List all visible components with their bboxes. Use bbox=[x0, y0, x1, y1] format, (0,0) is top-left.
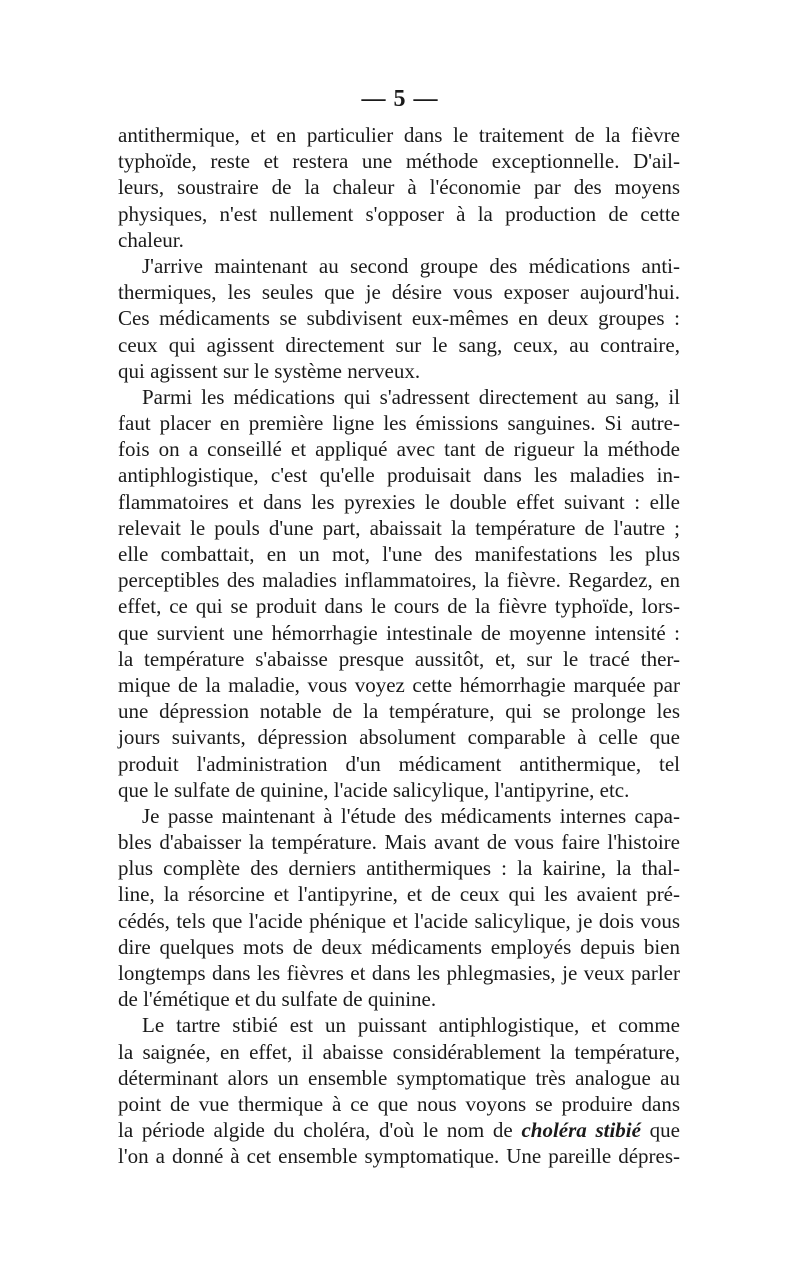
text-line bbox=[118, 698, 680, 724]
text-line-content: leurs, soustraire de la chaleur à l'économie par des moyens bbox=[118, 175, 680, 200]
body-text bbox=[118, 122, 680, 1170]
text-line bbox=[118, 174, 680, 200]
text-line bbox=[118, 122, 680, 148]
text-line-content: physiques, n'est nullement s'opposer à la production de cette bbox=[118, 201, 680, 226]
text-line bbox=[118, 908, 680, 934]
text-line bbox=[118, 1012, 680, 1038]
text-line-content: antiphlogistique, c'est qu'elle produisait dans les maladies in- bbox=[118, 463, 680, 488]
text-line-content: longtemps dans les fièvres et dans les phlegmasies, je veux parler bbox=[118, 961, 680, 985]
text-line bbox=[118, 986, 680, 1012]
text-line-content: Le tartre stibié est un puissant antiphlogistique, et comme bbox=[142, 1013, 680, 1038]
text-line-content: elle combattait, en un mot, l'une des manifestations les plus bbox=[118, 542, 680, 566]
text-line-content: la période algide du choléra, d'où le nom de bbox=[118, 1118, 522, 1143]
page-number: — 5 — bbox=[361, 86, 439, 112]
text-line bbox=[118, 934, 680, 960]
text-line-content: faut placer en première ligne les émissions sanguines. Si autre- bbox=[118, 411, 680, 436]
text-line-content: chaleur. bbox=[118, 227, 184, 252]
text-line bbox=[118, 960, 680, 986]
text-line-content: thermiques, les seules que je désire vous exposer aujourd'hui. bbox=[118, 280, 680, 305]
text-line-content: Je passe maintenant à l'étude des médicaments internes capa- bbox=[142, 803, 680, 828]
text-line-content: point de vue thermique à ce que nous voyons se produire dans bbox=[118, 1091, 680, 1116]
text-line-content: effet, ce qui se produit dans le cours de la fièvre typhoïde, lors- bbox=[118, 594, 680, 619]
text-line bbox=[118, 462, 680, 488]
text-line-content: déterminant alors un ensemble symptomatique très analogue au bbox=[118, 1065, 680, 1090]
text-line-content: que le sulfate de quinine, l'acide salicylique, l'antipyrine, etc. bbox=[118, 777, 630, 802]
text-line-content: cédés, tels que l'acide phénique et l'acide salicylique, je dois vous bbox=[118, 908, 680, 933]
text-line-content: fois on a conseillé et appliqué avec tant de rigueur la méthode bbox=[118, 437, 680, 462]
text-line bbox=[118, 751, 680, 777]
text-line-content: ceux qui agissent directement sur le sang, ceux, au contraire, bbox=[118, 332, 680, 357]
text-line-content: jours suivants, dépression absolument comparable à celle que bbox=[118, 725, 680, 750]
text-line bbox=[118, 881, 680, 907]
text-line bbox=[118, 593, 680, 619]
text-line bbox=[118, 1065, 680, 1091]
text-line-content: Ces médicaments se subdivisent eux-mêmes en deux groupes : bbox=[118, 306, 680, 331]
text-line bbox=[118, 1039, 680, 1065]
text-line bbox=[118, 567, 680, 593]
text-line-content: dire quelques mots de deux médicaments employés depuis bien bbox=[118, 934, 680, 959]
text-line bbox=[118, 855, 680, 881]
text-line-content: plus complète des derniers antithermiques : la kairine, la thal- bbox=[118, 856, 680, 881]
text-line-content: mique de la maladie, vous voyez cette hémorrhagie marquée par bbox=[118, 672, 680, 697]
text-line bbox=[118, 410, 680, 436]
text-line-content: perceptibles des maladies inflammatoires, la fièvre. Regardez, en bbox=[118, 568, 680, 593]
text-line-content: antithermique, et en particulier dans le traitement de la fièvre bbox=[118, 123, 680, 147]
text-line-content: bles d'abaisser la température. Mais avant de vous faire l'histoire bbox=[118, 830, 680, 855]
text-line bbox=[118, 1091, 680, 1117]
text-line-content: de l'émétique et du sulfate de quinine. bbox=[118, 987, 437, 1012]
text-line bbox=[118, 201, 680, 227]
text-line-content: flammatoires et dans les pyrexies le double effet suivant : elle bbox=[118, 489, 680, 514]
text-line bbox=[118, 646, 680, 672]
text-line bbox=[118, 305, 680, 331]
text-line bbox=[118, 148, 680, 174]
text-line-content: line, la résorcine et l'antipyrine, et de ceux qui les avaient pré- bbox=[118, 882, 680, 907]
text-line-content: une dépression notable de la température, qui se prolonge les bbox=[118, 699, 680, 724]
text-line-content: Parmi les médications qui s'adressent directement au sang, il bbox=[142, 384, 680, 409]
text-line bbox=[118, 332, 680, 358]
text-line bbox=[118, 227, 680, 253]
text-line bbox=[118, 436, 680, 462]
text-line bbox=[118, 279, 680, 305]
text-line bbox=[118, 777, 680, 803]
text-line bbox=[118, 384, 680, 410]
italic-term: choléra stibié bbox=[521, 1118, 641, 1143]
text-line bbox=[118, 515, 680, 541]
text-line-content: la saignée, en effet, il abaisse considérablement la température, bbox=[118, 1039, 680, 1064]
text-line bbox=[118, 672, 680, 698]
text-line bbox=[118, 541, 680, 567]
text-line bbox=[118, 358, 680, 384]
text-line bbox=[118, 724, 680, 750]
text-line bbox=[118, 489, 680, 515]
text-line bbox=[118, 1117, 680, 1143]
text-line bbox=[118, 620, 680, 646]
text-line-content: typhoïde, reste et restera une méthode exceptionnelle. D'ail- bbox=[118, 149, 680, 174]
text-line-tail: que bbox=[640, 1118, 680, 1143]
text-line-content: qui agissent sur le système nerveux. bbox=[118, 358, 421, 383]
text-line-content: la température s'abaisse presque aussitôt, et, sur le tracé ther- bbox=[118, 646, 680, 671]
text-line-content: produit l'administration d'un médicament antithermique, tel bbox=[118, 751, 680, 776]
text-line bbox=[118, 803, 680, 829]
text-line bbox=[118, 829, 680, 855]
text-line bbox=[118, 253, 680, 279]
text-line-content: J'arrive maintenant au second groupe des médications anti- bbox=[142, 253, 680, 278]
text-line-content: relevait le pouls d'une part, abaissait la température de l'autre ; bbox=[118, 515, 680, 540]
text-line-content: que survient une hémorrhagie intestinale de moyenne intensité : bbox=[118, 620, 680, 645]
text-line-content: l'on a donné à cet ensemble symptomatique. Une pareille dépres- bbox=[118, 1144, 680, 1169]
text-line bbox=[118, 1143, 680, 1169]
